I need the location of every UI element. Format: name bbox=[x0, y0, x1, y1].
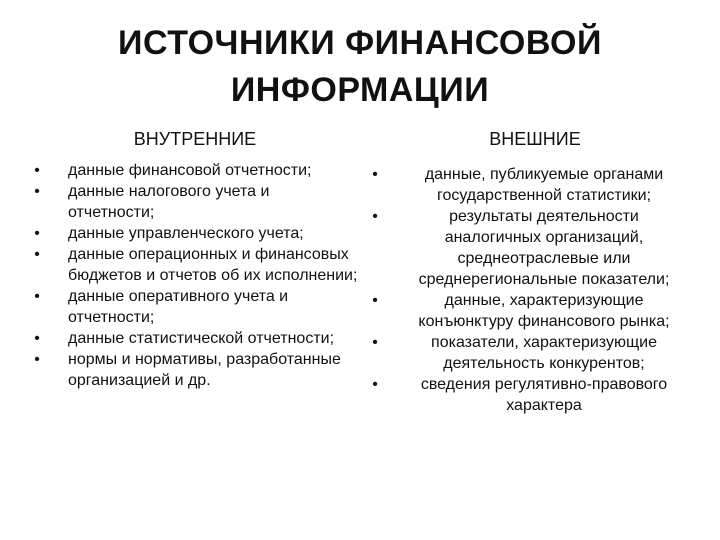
list-item-text: данные финансовой отчетности; bbox=[68, 162, 312, 179]
list-item-text: показатели, характеризующие деятельность конкурентов; bbox=[431, 334, 657, 372]
external-list bbox=[368, 164, 688, 416]
list-item-text: данные управленческого учета; bbox=[68, 225, 304, 242]
list-item-text: сведения регулятивно-правового характера bbox=[420, 376, 668, 414]
list-item-text: данные оперативного учета и отчетности; bbox=[68, 288, 289, 326]
external-heading: ВНЕШНИЕ bbox=[489, 129, 581, 149]
title-line-2: ИНФОРМАЦИИ bbox=[230, 71, 490, 109]
list-item-text: данные, публикуемые органами государственной статистики; bbox=[424, 166, 664, 204]
bullet-icon: • bbox=[372, 334, 378, 351]
bullet-icon: • bbox=[34, 183, 40, 200]
bullet-icon: • bbox=[372, 292, 378, 309]
bullet-icon: • bbox=[34, 246, 40, 263]
list-item bbox=[30, 160, 360, 181]
bullet-icon: • bbox=[372, 208, 378, 225]
list-item-text: нормы и нормативы, разработанные организацией и др. bbox=[68, 351, 341, 389]
bullet-icon: • bbox=[34, 351, 40, 368]
list-item bbox=[30, 286, 360, 328]
list-item-text: данные статистической отчетности; bbox=[68, 330, 335, 347]
bullet-icon: • bbox=[372, 166, 378, 183]
list-item-text: данные операционных и финансовых бюджетов и отчетов об их исполнении; bbox=[68, 246, 358, 284]
list-item bbox=[368, 332, 688, 374]
list-item bbox=[30, 223, 360, 244]
list-item bbox=[30, 244, 360, 286]
list-item bbox=[30, 181, 360, 223]
list-item bbox=[368, 164, 688, 206]
bullet-icon: • bbox=[372, 376, 378, 393]
list-item bbox=[368, 374, 688, 416]
list-item bbox=[30, 328, 360, 349]
list-item-text: данные налогового учета и отчетности; bbox=[68, 183, 270, 221]
list-item-text: данные, характеризующие конъюнктуру финансового рынка; bbox=[418, 292, 670, 330]
internal-heading: ВНУТРЕННИЕ bbox=[133, 129, 257, 149]
bullet-icon: • bbox=[34, 330, 40, 347]
slide-title bbox=[0, 20, 720, 114]
list-item bbox=[30, 349, 360, 391]
list-item bbox=[368, 206, 688, 290]
internal-list bbox=[30, 160, 360, 391]
bullet-icon: • bbox=[34, 225, 40, 242]
bullet-icon: • bbox=[34, 162, 40, 179]
list-item-text: результаты деятельности аналогичных организаций, среднеотраслевые или среднерегиональные показатели; bbox=[418, 208, 670, 288]
bullet-icon: • bbox=[34, 288, 40, 305]
title-line-1: ИСТОЧНИКИ ФИНАНСОВОЙ bbox=[118, 24, 602, 62]
list-item bbox=[368, 290, 688, 332]
